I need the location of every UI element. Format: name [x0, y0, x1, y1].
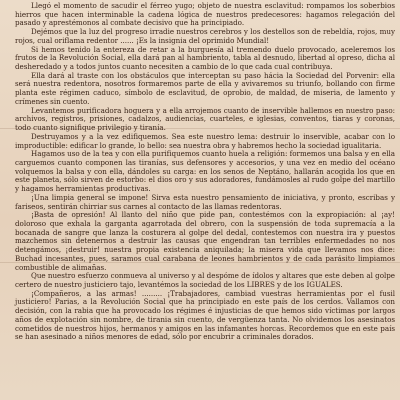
paragraph: ¡Basta de opresión! Al llanto del niño que pide pan, contestémos con la expropiación: al ¡ay! doloroso que exhala la garganta agarrotada del obrero, con la suspensión de toda supremacía a la bocanada de sangre que lanza la costurera al golpe del dedal, contestemos con nuestra ira y puestos mazchemos sin detenernos a destruir las causas que engendran tan terribles enfermedades no nos detengámos, ¡destruir! nuestra propia existencia aniquilada; la misera vida que llevamos nos dice: Buchad incesantes, pues, saramos cual carabana de leones hambrientos y de cada parásito limpiamos combustible de alimañas. [15, 210, 395, 272]
paragraph: Destruyamos y a la vez edifiquemos. Sea este nuestro lema: destruir lo inservible, acabar con lo improductible: edificar lo grande, lo bello: sea nuestra obra y habremos hecho la sociedad igualitaria. [15, 131, 395, 150]
paragraph: Llegó el momento de sacudir el férreo yugo; objeto de nuestra esclavitud: rompamos los soberbios hierros que hacen interminable la cadena lógica de nuestros predecesores: hagamos relegación del pasado y aprestémonos al combate decisivo que ha principiado. [15, 1, 395, 28]
article-body [15, 2, 395, 342]
paragraph: Levantemos purificadora hoguera y a ella arrojemos cuanto de inservible hallemos en nuestro paso: archivos, registros, prisiones, cadalzos, audiencias, cuarteles, e iglesias, conventos, tiaras y coronas, todo cuanto signifique privilegio y tiranía. [15, 105, 395, 133]
paragraph: Si hemos tenido la entereza de retar a la burguesía al tremendo duelo provocado, aceleremos los frutos de la Revolución Social, ella dará pan al hambriento, tabla al desnudo, libertad al opreso, dicha al desheredado y a todos juntos cuanto necesiten a cambio de lo que cada cual contribuya. [15, 44, 395, 72]
paragraph: Hagamos uso de la tea y con ella purifiquemos cuanto huela a religión: formemos una balsa y en ella carguemos cuanto componen las tiranías, sus defensores y accesorios, y una vez en medio del océano volquemos la balsa y con ella, dándoles su carga: en los senos de Neptáno, hallarán acogida los que en este planeta, sólo sirven de estorbo: el dios oro y sus adoradores, fundámosles al rudo golpe del martillo y hagamos herramientas productivas. [15, 149, 395, 194]
paragraph: Dejémos que la luz del progreso irradie nuestros cerebros y los destellos son de rebeldía, rojos, muy rojos, cual oriflama redentor ...... ¡Es la insignia del oprimido Mundial! [15, 27, 395, 45]
paragraph: ¡Compañeros, a las armas! ......... ¡Trabajadores, cambiad vuestras herramientas por el fusil justiciero! Parias, a la Revolución Social que ha principiado en este país de los cerdos. Vallamos con decisión, con la rabia que ha provocado los régimes é injusticias de que hemos sido víctimas por largos años de explotación sin nombre, de tirania sin cuento, de vergüenza tanta. No olvidemos los asesinatos cometidos de nuestros hijos, hermanos y amigos en las infamantes horcas. Recordemos que en este país se han asesinado a niños menores de edad, sólo por encubrir a criminales dorados. [15, 288, 395, 342]
paragraph: Que nuestro esfuerzo conmueva al universo y al despóme de ídolos y altares que este deben al golpe certero de nuestro justiciero tajo, levantémos la sociedad de los LIBRES y de los IGUALES. [15, 271, 395, 289]
paragraph: ¡Una limpia general se impone! Sirva esta nuestro pensamiento de iniciativa, y pronto, escribas y fariseos, sentirán chirriar sus carnes al contacto de las llamas redentoras. [15, 192, 395, 211]
paragraph: Ella dará al traste con los obstáculos que interceptan su paso hácia la Sociedad del Porvenir: ella será nuestra redentora, nosotros formaremos parte de ella y avivaremos su triunfo, bollando con firme planta este régimen caduco, símbolo de esclavitud, de oprobio, de maldad, de miseria, de lamento y crímenes sin cuento. [15, 70, 395, 106]
